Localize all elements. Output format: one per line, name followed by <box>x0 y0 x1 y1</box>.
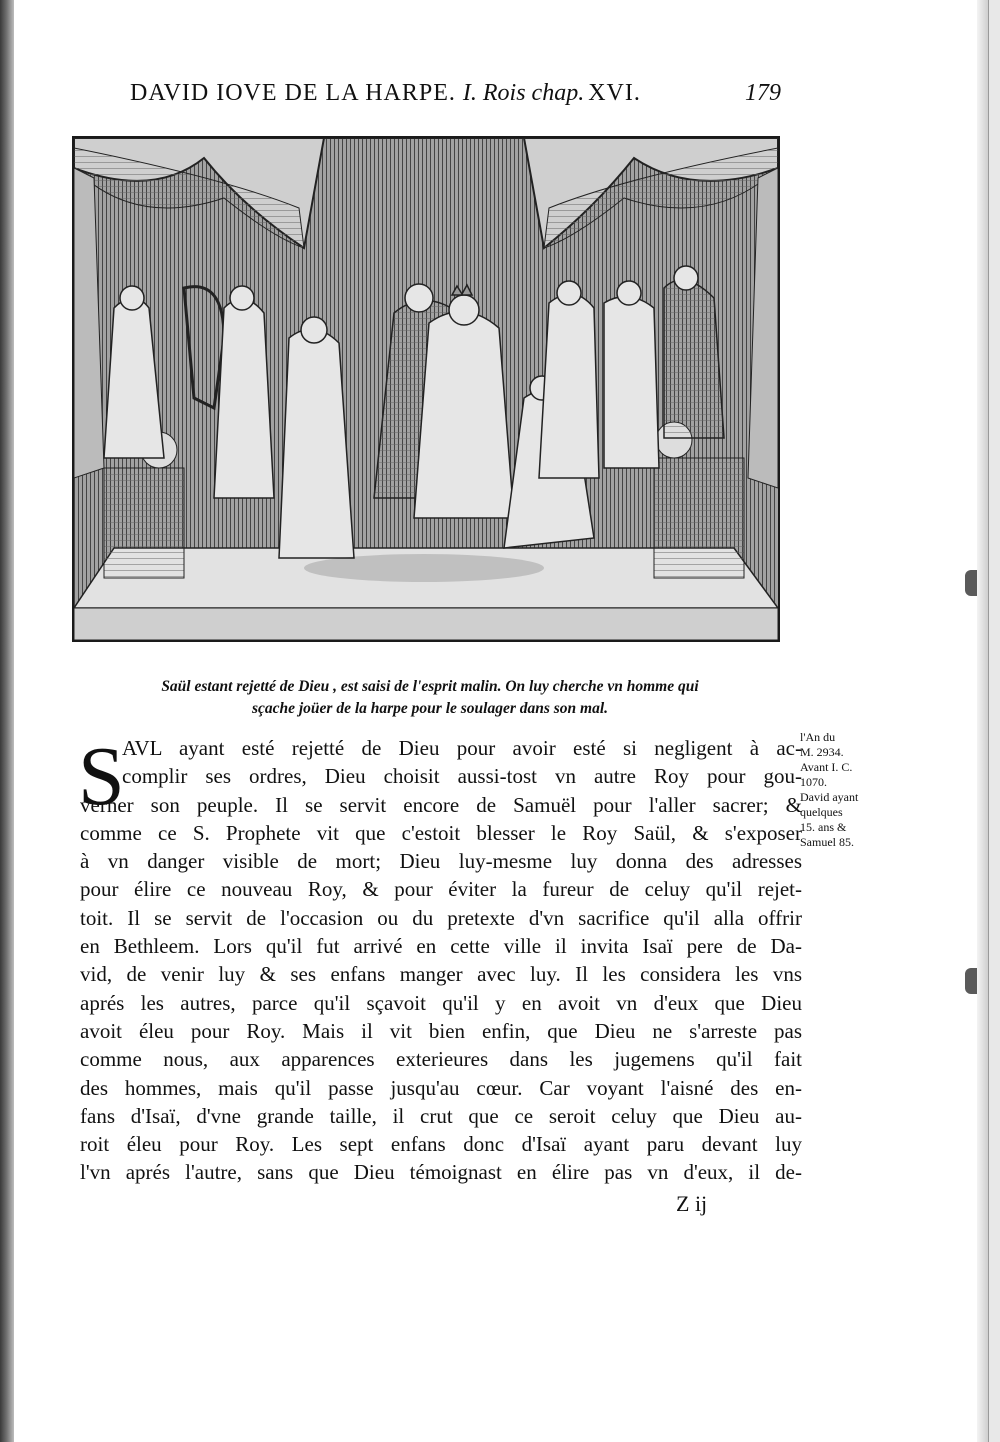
text-line: l'vn aprés l'autre, sans que Dieu témoignast en élire pas vn d'eux, il de- <box>80 1160 802 1185</box>
binding-clip-mark <box>965 968 977 994</box>
page-edge <box>977 0 988 1442</box>
text-line: complir ses ordres, Dieu choisit aussi-tost vn autre Roy pour gou- <box>122 764 802 789</box>
running-title: DAVID IOVE DE LA HARPE. <box>130 80 456 106</box>
figure-servant <box>604 297 659 468</box>
margin-note: David ayant <box>800 790 859 804</box>
floor-step <box>74 608 778 640</box>
margin-note: M. 2934. <box>800 745 844 759</box>
margin-note: Samuel 85. <box>800 835 854 849</box>
text-line: vid, de venir luy & ses enfans manger avec luy. Il les considera les vns <box>80 962 802 987</box>
binding-clip-mark <box>965 570 977 596</box>
book-spine <box>0 0 14 1442</box>
text-line: pour élire ce nouveau Roy, & pour éviter la fureur de celuy qu'il rejet- <box>80 877 802 902</box>
page-number: 179 <box>745 80 781 106</box>
text-line: comme ce S. Prophete vit que c'estoit blesser le Roy Saül, & s'exposer <box>80 820 802 845</box>
margin-note: 15. ans & <box>800 820 847 834</box>
pedestal-left <box>104 468 184 578</box>
book-reference: I. Rois chap. <box>462 80 585 106</box>
caption-line: Saül estant rejetté de Dieu , est saisi de l'esprit malin. On luy cherche vn homme qui <box>161 678 699 695</box>
engraving-scene <box>74 138 778 640</box>
caption-line: sçache joüer de la harpe pour le soulager dans son mal. <box>251 700 609 717</box>
text-line: verner son peuple. Il se servit encore de Samuël pour l'aller sacrer; & <box>80 792 802 817</box>
signature-mark: Z ij <box>676 1191 708 1216</box>
engraving-illustration <box>72 136 780 642</box>
pedestal-right <box>654 458 744 578</box>
margin-note: quelques <box>800 805 843 819</box>
text-line: aprés les autres, parce qu'il sçavoit qu'il y en avoit vn d'eux que Dieu <box>80 990 802 1015</box>
margin-note: Avant I. C. <box>800 760 853 774</box>
text-line: fans d'Isaï, d'vne grande taille, il crut que ce seroit celuy que Dieu au- <box>80 1103 802 1128</box>
drop-cap: S <box>78 730 125 823</box>
text-line: comme nous, aux apparences exterieures dans les jugemens qu'il fait <box>80 1047 802 1072</box>
text-line: à vn danger visible de mort; Dieu luy-mesme luy donna des adresses <box>80 849 802 874</box>
engraving-caption <box>60 676 800 720</box>
figure-king-saul <box>414 312 514 518</box>
text-line: en Bethleem. Lors qu'il fut arrivé en cette ville il invita Isaï pere de Da- <box>80 934 802 959</box>
text-line: AVL ayant esté rejetté de Dieu pour avoir esté si negligent à ac- <box>122 736 802 760</box>
margin-note: 1070. <box>800 775 827 789</box>
text-line: avoit éleu pour Roy. Mais il vit bien enfin, que Dieu ne s'arreste pas <box>80 1018 802 1043</box>
chapter-number: XVI. <box>588 80 641 106</box>
figure-attendant <box>214 299 274 498</box>
running-head <box>130 80 641 107</box>
text-line: toit. Il se servit de l'occasion ou du pretexte d'vn sacrifice qu'il alla offrir <box>80 905 802 930</box>
margin-notes <box>800 730 874 850</box>
margin-note: l'An du <box>800 730 836 744</box>
figure-onlooker <box>664 280 724 438</box>
body-text <box>78 730 802 1187</box>
figure-cupbearer <box>539 294 599 478</box>
text-line: des hommes, mais qu'il passe jusqu'au cœur. Car voyant l'aisné des en- <box>80 1075 802 1100</box>
text-line: roit éleu pour Roy. Les sept enfans donc d'Isaï ayant paru devant luy <box>80 1132 802 1157</box>
